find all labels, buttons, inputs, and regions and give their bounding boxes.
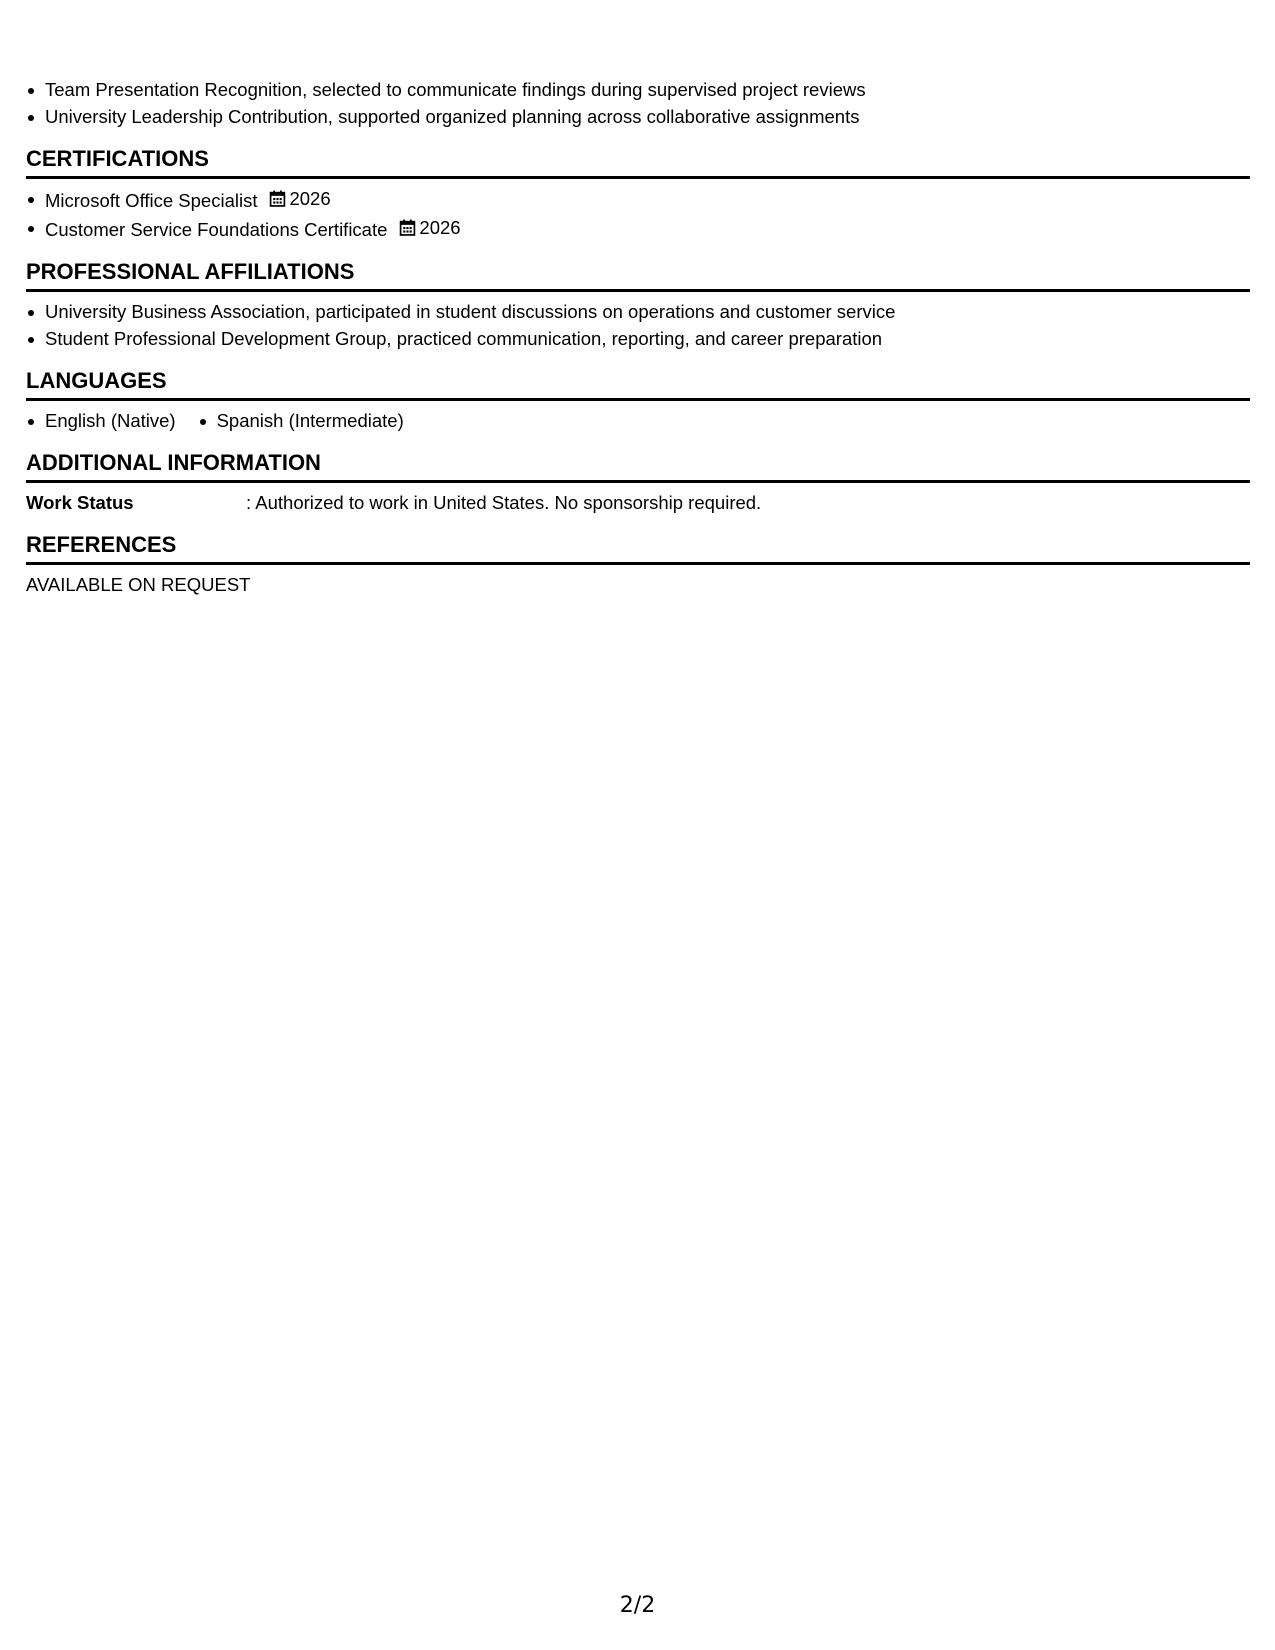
references-section <box>26 532 1250 598</box>
resume-page <box>26 76 1250 598</box>
page-number: 2/2 <box>619 1593 656 1618</box>
affiliations-list <box>26 298 1250 352</box>
awards-list <box>26 76 1250 130</box>
additional-info-section <box>26 450 1250 516</box>
languages-list <box>26 407 1250 434</box>
certification-year: 2026 <box>419 217 461 238</box>
section-title: PROFESSIONAL AFFILIATIONS <box>26 259 1250 292</box>
certification-year: 2026 <box>289 188 331 209</box>
section-title: CERTIFICATIONS <box>26 146 1250 179</box>
section-title: LANGUAGES <box>26 368 1250 401</box>
certification-name: Microsoft Office Specialist <box>45 190 258 211</box>
list-item: Team Presentation Recognition, selected to communicate findings during supervised project reviews <box>26 76 1250 103</box>
section-title: ADDITIONAL INFORMATION <box>26 450 1250 483</box>
languages-section <box>26 368 1250 434</box>
calendar-icon <box>399 219 416 236</box>
list-item <box>26 185 1250 214</box>
work-status-row <box>26 489 1250 516</box>
section-title: REFERENCES <box>26 532 1250 565</box>
certifications-section <box>26 146 1250 243</box>
language-item: Spanish (Intermediate) <box>198 407 404 434</box>
certification-date <box>269 185 330 212</box>
work-status-label: Work Status <box>26 492 134 513</box>
list-item <box>26 214 1250 243</box>
list-item: University Leadership Contribution, supported organized planning across collaborative assignments <box>26 103 1250 130</box>
list-item: Student Professional Development Group, practiced communication, reporting, and career preparation <box>26 325 1250 352</box>
references-text: AVAILABLE ON REQUEST <box>26 574 251 595</box>
certifications-list <box>26 185 1250 243</box>
certification-date <box>399 214 460 241</box>
work-status-value: : Authorized to work in United States. No sponsorship required. <box>246 492 762 513</box>
list-item: University Business Association, participated in student discussions on operations and customer service <box>26 298 1250 325</box>
calendar-icon <box>269 190 286 207</box>
language-item: English (Native) <box>26 407 176 434</box>
affiliations-section <box>26 259 1250 352</box>
certification-name: Customer Service Foundations Certificate <box>45 219 388 240</box>
